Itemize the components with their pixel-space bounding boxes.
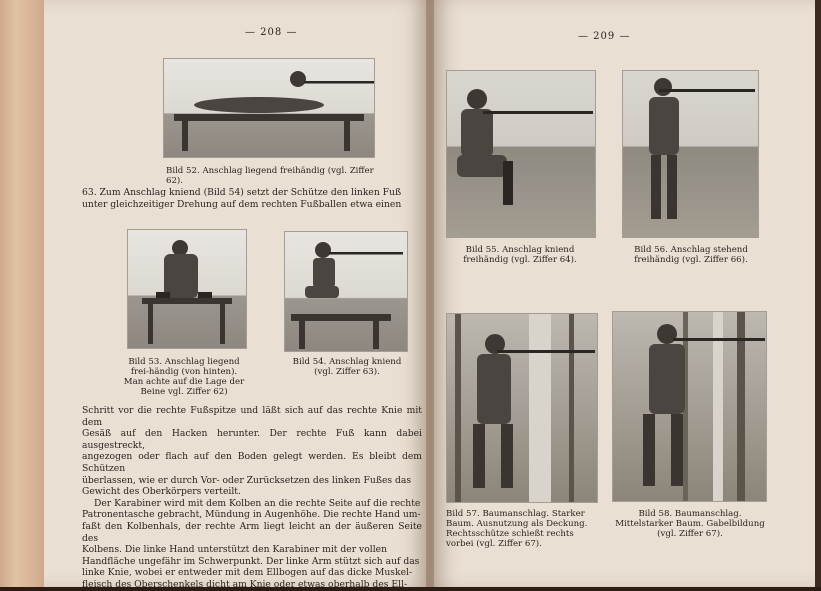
text-line: überlassen, wie er durch Vor- oder Zurücksetzen des linken Fußes das — [82, 474, 412, 486]
text-line: Gesäß auf den Hacken herunter. Der rechte Fuß kann dabei ausgestreckt, — [82, 428, 422, 451]
figure-55-caption: Bild 55. Anschlag kniend freihändig (vgl. Ziffer 64). — [463, 245, 577, 265]
figure-52-photo — [163, 58, 375, 158]
figure-54-caption: Bild 54. Anschlag kniend (vgl. Ziffer 63). — [292, 357, 402, 377]
figure-55-photo — [446, 70, 596, 238]
text-line: Handfläche ungefähr im Schwerpunkt. Der linke Arm stützt sich auf das — [82, 555, 420, 567]
text-line: linke Knie, wobei er entweder mit dem Ellbogen auf das dicke Muskel- — [82, 567, 413, 579]
text-line: unter gleichzeitiger Drehung auf dem rechten Fußballen etwa einen — [82, 198, 402, 210]
right-edge — [815, 0, 821, 587]
figure-56-photo — [622, 70, 759, 238]
figure-58-photo — [612, 311, 767, 502]
figure-53-photo — [127, 229, 247, 349]
figure-57-caption: Bild 57. Baumanschlag. Starker Baum. Ausnutzung als Deckung. Rechtsschütze schießt rechts vorbei (vgl. Ziffer 67). — [446, 509, 588, 549]
text-line: Gewicht des Oberkörpers verteilt. — [82, 486, 241, 498]
figure-52-caption: Bild 52. Anschlag liegend freihändig (vgl. Ziffer 62). — [166, 166, 374, 186]
text-line: Schritt vor die rechte Fußspitze und läßt sich auf das rechte Knie mit dem — [82, 405, 422, 428]
text-line: Patronentasche gebracht, Mündung in Augenhöhe. Die rechte Hand um- — [82, 509, 421, 521]
paragraph-63 — [82, 187, 422, 210]
text-line: Kolbens. Die linke Hand unterstützt den Karabiner mit der vollen — [82, 544, 387, 556]
page-number-left: — 208 — — [245, 27, 298, 38]
page-number-right: — 209 — — [578, 31, 631, 42]
figure-58-caption: Bild 58. Baumanschlag. Mittelstarker Baum. Gabelbildung (vgl. Ziffer 67). — [615, 509, 765, 539]
figure-56-caption: Bild 56. Anschlag stehend freihändig (vgl. Ziffer 66). — [634, 245, 748, 265]
text-line: 63. Zum Anschlag kniend (Bild 54) setzt der Schütze den linken Fuß — [82, 187, 402, 198]
text-line: faßt den Kolbenhals, der rechte Arm liegt leicht an der äußeren Seite des — [82, 520, 422, 544]
book-gutter — [426, 0, 434, 587]
text-line: angezogen oder flach auf den Boden gelegt werden. Es bleibt dem Schützen — [82, 451, 422, 474]
text-line: Der Karabiner wird mit dem Kolben an die rechte Seite auf die rechte — [94, 497, 421, 509]
figure-54-photo — [284, 231, 408, 352]
figure-57-photo — [446, 313, 598, 503]
figure-53-caption: Bild 53. Anschlag liegend frei-händig (von hinten). Man achte auf die Lage der Beine vgl. Ziffer 62) — [123, 357, 245, 397]
text-line: fleisch des Oberschenkels dicht am Knie oder etwas oberhalb des Ell- — [82, 578, 408, 590]
body-text-left — [82, 405, 422, 591]
